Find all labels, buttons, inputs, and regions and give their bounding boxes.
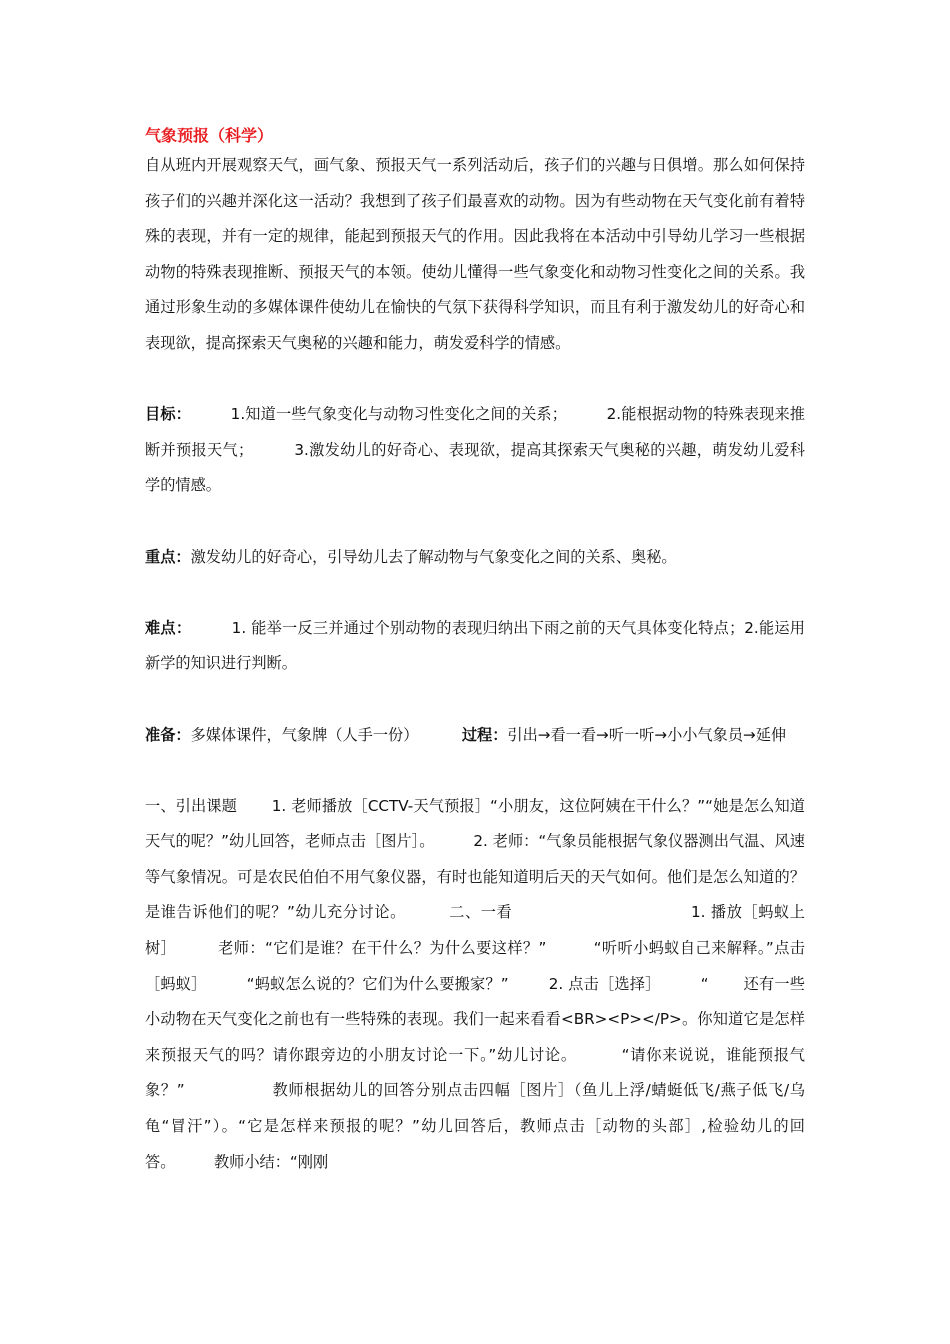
activity-body-paragraph: 一、引出课题 1. 老师播放［CCTV-天气预报］“小朋友，这位阿姨在干什么？”“她是怎么知道天气的呢？”幼儿回答，老师点击［图片］。 2. 老师：“气象员能根据气象仪器测出气温、风速等气象情况。可是农民伯伯不用气象仪器，有时也能知道明后天的天气如何。他们是怎么知道的？是谁告诉他们的呢？”幼儿充分讨论。 二、一看 1. 播放［蚂蚁上树］ 老师：“它们是谁？在干什么？为什么要这样？” “听听小蚂蚁自己来解释。”点击［蚂蚁］ “蚂蚁怎么说的？它们为什么要搬家？” 2. 点击［选择］ “ 还有一些小动物在天气变化之前也有一些特殊的表现。我们一起来看看<BR><P></P>。你知道它是怎样来预报天气的吗？请你跟旁边的小朋友讨论一下。”幼儿讨论。 “请你来说说，谁能预报气象？” 教师根据幼儿的回答分别点击四幅［图片］（鱼儿上浮/蜻蜓低飞/燕子低飞/乌龟“冒汗”）。“它是怎样来预报的呢？”幼儿回答后，教师点击［动物的头部］,检验幼儿的回答。 教师小结：“刚刚 [145,796,805,1171]
goals-paragraph [145,397,805,504]
paragraph-spacer [145,575,805,611]
intro-paragraph: 自从班内开展观察天气，画气象、预报天气一系列活动后，孩子们的兴趣与日俱增。那么如何保持孩子们的兴趣并深化这一活动？我想到了孩子们最喜欢的动物。因为有些动物在天气变化前有着特殊的表现，并有一定的规律，能起到预报天气的作用。因此我将在本活动中引导幼儿学习一些根据动物的特殊表现推断、预报天气的本领。使幼儿懂得一些气象变化和动物习性变化之间的关系。我通过形象生动的多媒体课件使幼儿在愉快的气氛下获得科学知识，而且有利于激发幼儿的好奇心和表现欲，提高探索天气奥秘的兴趣和能力，萌发爱科学的情感。 [145,156,805,352]
document-page [145,124,805,1180]
prep-label: 准备： [145,725,191,744]
paragraph-spacer [145,753,805,789]
key-point-label: 重点： [145,547,191,566]
process-label: 过程： [461,725,508,744]
key-point-text: 激发幼儿的好奇心，引导幼儿去了解动物与气象变化之间的关系、奥秘。 [190,547,677,566]
prep-text: 多媒体课件，气象牌（人手一份） [190,725,462,744]
paragraph-spacer [145,682,805,718]
key-point-paragraph [145,540,805,576]
paragraph-spacer [145,362,805,398]
difficulty-paragraph [145,611,805,682]
paragraph-spacer [145,504,805,540]
difficulty-label: 难点： [145,618,192,637]
document-title: 气象预报（科学） [145,126,274,145]
goals-label: 目标： [145,405,191,424]
process-text: 引出→看一看→听一听→小小气象员→延伸 [507,725,787,744]
goals-text: 1.知道一些气象变化与动物习性变化之间的关系； 2.能根据动物的特殊表现来推断并预报天气； 3.激发幼儿的好奇心、表现欲，提高其探索天气奥秘的兴趣，萌发幼儿爱科学的情感。 [145,405,805,495]
prep-process-paragraph [145,718,805,754]
difficulty-text: 1. 能举一反三并通过个别动物的表现归纳出下雨之前的天气具体变化特点；2.能运用新学的知识进行判断。 [145,618,805,673]
